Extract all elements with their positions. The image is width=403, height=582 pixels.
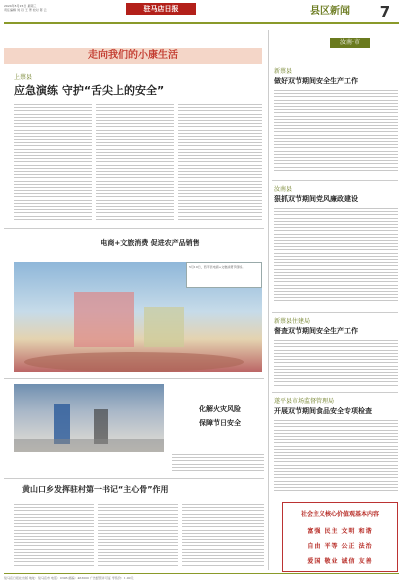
right-body1 xyxy=(274,90,398,176)
right-title2: 狠抓双节期间党风廉政建设 xyxy=(274,195,358,203)
column-divider xyxy=(268,30,269,570)
footer-text: 驻马店日报社出版 地址：驻马店市 电话：0396 邮编：463000 广告经营许可证 零售价：1.00元 xyxy=(4,576,134,580)
divider xyxy=(4,228,264,229)
village-body-col3 xyxy=(182,504,264,570)
date-line: 2024年5月15日 星期三 xyxy=(4,4,37,8)
core-values-row: 富强 民主 文明 和谐 xyxy=(307,528,373,535)
article-main-title: 应急演练 守护“舌尖上的安全” xyxy=(14,84,165,97)
core-values-row: 爱国 敬业 诚信 友善 xyxy=(307,558,373,565)
page-number: 7 xyxy=(379,3,391,21)
footer-rule xyxy=(4,573,399,574)
section-name: 县区新闻 xyxy=(310,6,350,17)
header-rule xyxy=(4,22,399,24)
banner-text: 走向我们的小康生活 xyxy=(88,50,178,61)
right-body3 xyxy=(274,340,398,390)
paper-name: 驻马店日报 xyxy=(126,3,196,15)
core-values-box xyxy=(282,502,398,572)
section-logo: 汝南·市 xyxy=(330,38,370,48)
fire-drill-illustration xyxy=(14,384,164,452)
right-section2-label: 汝南县 xyxy=(274,186,293,193)
divider xyxy=(272,180,398,181)
article-county-label: 上蔡县 xyxy=(14,74,33,81)
article-main-body-col3 xyxy=(178,104,262,224)
masthead-meta xyxy=(4,4,64,12)
fire-drill-photo xyxy=(14,384,164,452)
commerce-title: 电商+文旅消费 促进农产品销售 xyxy=(100,239,200,247)
right-body2 xyxy=(274,208,398,308)
core-values-row: 自由 平等 公正 法治 xyxy=(307,543,373,550)
core-values-title: 社会主义核心价值观基本内容 xyxy=(300,511,379,518)
right-section4-label: 遂平县市场监督管理局 xyxy=(274,398,335,405)
right-title4: 开展双节期间食品安全专项检查 xyxy=(274,407,372,415)
disaster-title-line2: 保障节日安全 xyxy=(199,419,241,427)
editor-line: 责任编辑 刘 丹 王 菁 校对 陈 云 xyxy=(4,8,47,12)
right-section1-label: 新蔡县 xyxy=(274,68,293,75)
right-section3-label: 新蔡县住建局 xyxy=(274,318,311,325)
right-title3: 督查双节期间安全生产工作 xyxy=(274,327,358,335)
feature-banner xyxy=(4,48,262,64)
article-main-body-col1 xyxy=(14,104,92,224)
village-body-col1 xyxy=(14,504,94,570)
village-body-col2 xyxy=(98,504,178,570)
article-main-body-col2 xyxy=(96,104,174,224)
divider xyxy=(272,392,398,393)
disaster-title-line1: 化解火灾风险 xyxy=(199,405,241,413)
right-body4 xyxy=(274,420,398,498)
village-title: 黄山口乡发挥驻村第一书记“主心骨”作用 xyxy=(22,485,169,494)
disaster-body xyxy=(172,454,264,474)
divider xyxy=(4,378,264,379)
commerce-photo-caption: 5月10日，西平县电商+文旅消费节现场。 xyxy=(186,262,262,288)
divider xyxy=(4,478,264,479)
right-title1: 做好双节期间安全生产工作 xyxy=(274,77,358,85)
divider xyxy=(272,312,398,313)
